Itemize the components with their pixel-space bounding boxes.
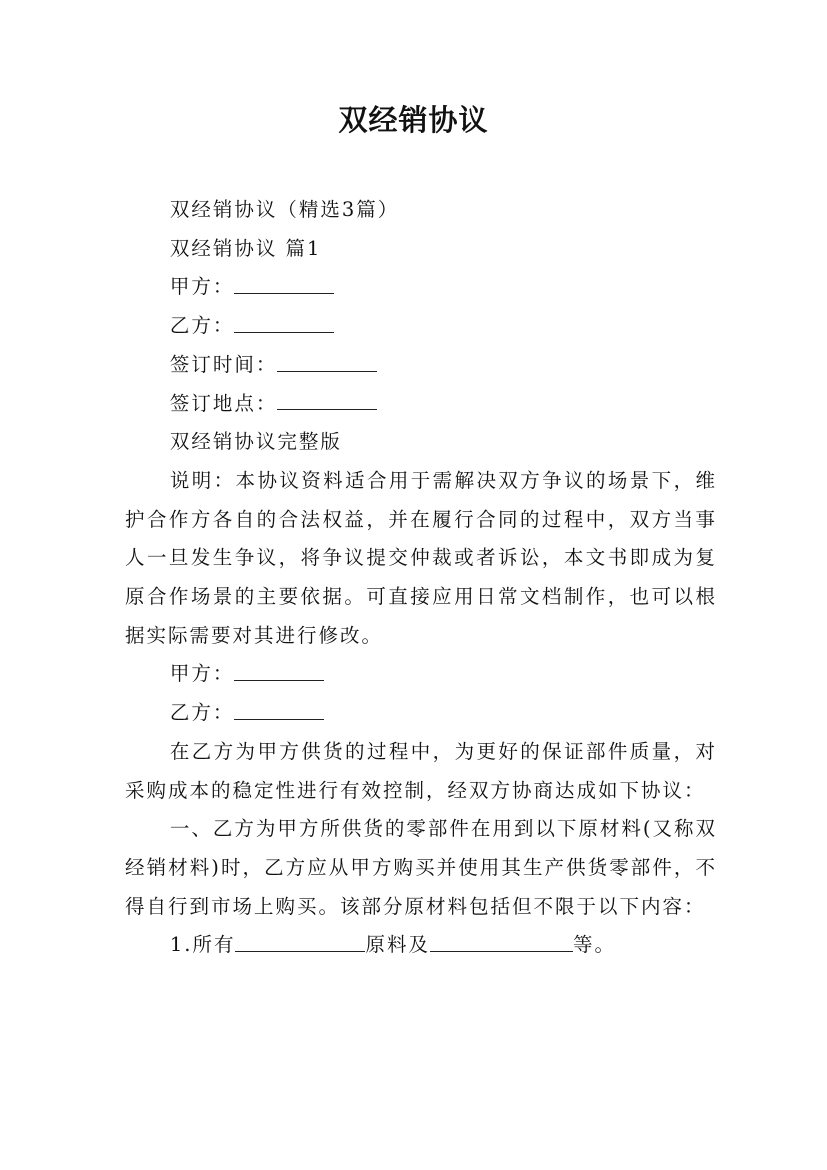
- clause-1-paragraph: 一、乙方为甲方所供货的零部件在用到以下原材料(又称双经销材料)时，乙方应从甲方购买并使用其生产供货零部件，不得自行到市场上购买。该部分原材料包括但不限于以下内容：: [125, 817, 717, 918]
- party-a-blank: [234, 274, 334, 295]
- item-1-blank-1: [235, 932, 365, 953]
- party-a-line-2: [125, 655, 717, 694]
- party-b-label: 乙方：: [169, 314, 235, 338]
- document-title: 双经销协议: [338, 103, 489, 137]
- item-1-blank-2: [430, 932, 573, 953]
- party-b-label-2: 乙方：: [169, 701, 235, 725]
- preamble-paragraph: 在乙方为甲方供货的过程中，为更好的保证部件质量，对采购成本的稳定性进行有效控制，经双方协商达成如下协议：: [125, 739, 717, 802]
- item-1-line: [125, 926, 717, 965]
- party-a-line: [125, 268, 717, 307]
- party-b-blank: [234, 313, 334, 334]
- party-b-blank-2: [234, 700, 324, 721]
- party-b-line-2: [125, 694, 717, 733]
- sign-time-blank: [277, 351, 377, 372]
- document-body: [125, 191, 717, 965]
- item-1-mid: 原料及: [365, 933, 430, 957]
- sign-place-line: [125, 385, 717, 424]
- subtitle-line: 双经销协议（精选3篇）: [169, 198, 400, 221]
- sign-time-label: 签订时间：: [169, 352, 278, 376]
- party-b-line: [125, 307, 717, 346]
- note-paragraph: 说明：本协议资料适合用于需解决双方争议的场景下，维护合作方各自的合法权益，并在履行合同的过程中，双方当事人一旦发生争议，将争议提交仲裁或者诉讼，本文书即成为复原合作场景的主要依据。可直接应用日常文档制作，也可以根据实际需要对其进行修改。: [125, 468, 717, 647]
- party-a-label: 甲方：: [169, 275, 235, 299]
- item-1-suffix: 等。: [572, 933, 616, 957]
- sign-time-line: [125, 346, 717, 385]
- full-version-line: 双经销协议完整版: [169, 430, 342, 454]
- party-a-blank-2: [234, 661, 324, 682]
- chapter-heading: 双经销协议 篇1: [169, 236, 322, 260]
- sign-place-blank: [277, 390, 377, 411]
- party-a-label-2: 甲方：: [169, 662, 235, 686]
- sign-place-label: 签订地点：: [169, 391, 278, 415]
- item-1-prefix: 1.所有: [169, 933, 236, 957]
